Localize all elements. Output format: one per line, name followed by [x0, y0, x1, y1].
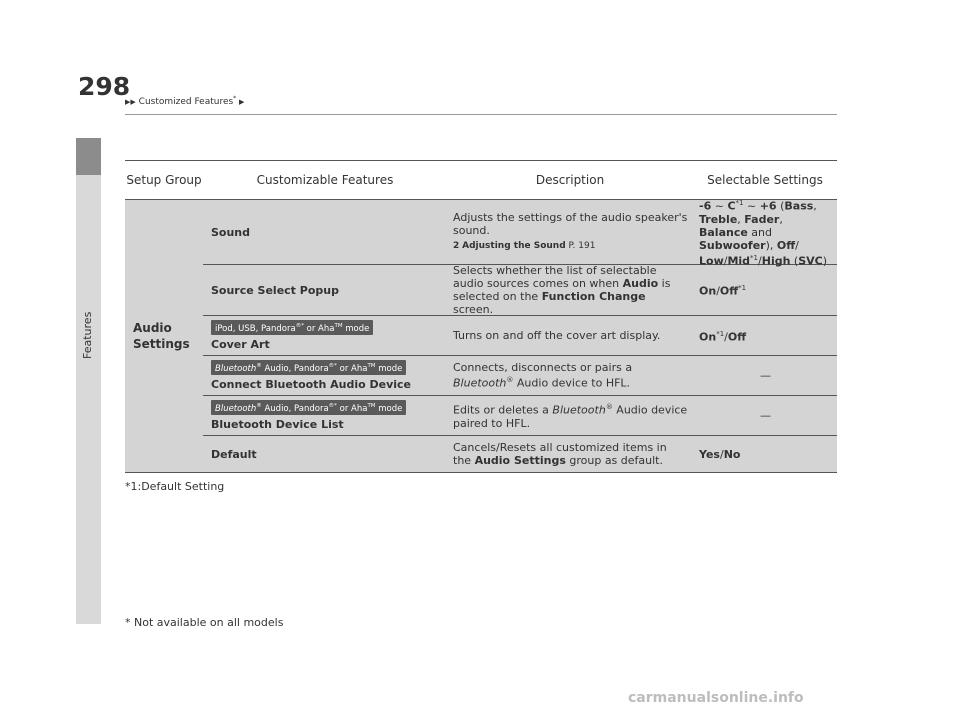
desc-part: Edits or deletes a — [453, 403, 553, 417]
breadcrumb-star: * — [233, 95, 237, 102]
table-row-source-select-popup — [203, 264, 837, 315]
tag-text: or Aha — [303, 323, 335, 334]
setting-sep: / — [723, 254, 728, 268]
setting-sep: and — [747, 225, 773, 239]
setting-value: Off — [776, 238, 796, 252]
header-setup-group: Setup Group — [126, 173, 202, 187]
settings-text: — — [760, 409, 771, 422]
breadcrumb-title[interactable]: Customized Features — [138, 97, 234, 107]
tag-text: mode — [375, 403, 403, 414]
setting-sep: ), — [765, 238, 777, 252]
table-row-default — [203, 435, 837, 472]
setting-value: Off — [727, 330, 747, 344]
availability-note: * Not available on all models — [125, 616, 284, 629]
table-row-bluetooth-device-list — [203, 395, 837, 435]
xref-page: P. 191 — [568, 241, 596, 251]
setting-value: Off — [719, 284, 739, 298]
feature-name: Sound — [211, 225, 251, 239]
description-text — [453, 361, 688, 390]
tag-reg: ® — [328, 403, 335, 410]
desc-part: Connects, disconnects or pairs a — [453, 361, 633, 375]
setting-value: On — [699, 284, 717, 298]
reference-arrow-icon: 2 — [453, 241, 460, 251]
settings-cell — [693, 356, 837, 395]
default-marker: *1 — [716, 329, 725, 338]
tag-text: iPod, USB, Pandora — [215, 323, 296, 334]
table-rows — [203, 200, 837, 472]
tag-star: * — [334, 403, 337, 410]
settings-text: — — [760, 369, 771, 382]
sidebar-tab-marker — [76, 138, 101, 175]
tag-text: or Aha — [336, 363, 368, 374]
description-cell — [447, 265, 693, 315]
table-row-cover-art — [203, 315, 837, 355]
setting-sep: ( — [790, 254, 799, 268]
cross-reference-link[interactable] — [453, 240, 688, 253]
setting-sep: , — [779, 212, 783, 226]
setting-value: Balance — [699, 225, 748, 239]
description-text — [453, 401, 688, 430]
description-cell — [447, 436, 693, 472]
breadcrumb-end-arrow: ▶ — [239, 98, 245, 106]
tag-text: or Aha — [336, 403, 368, 414]
tag-reg: ® — [256, 363, 262, 370]
tag-text: Bluetooth — [215, 403, 257, 414]
table-row-connect-bluetooth — [203, 355, 837, 395]
feature-cell — [203, 316, 447, 355]
mode-tag — [211, 360, 406, 375]
setting-sep: ) — [822, 254, 828, 268]
setting-sep: ~ — [711, 199, 728, 213]
desc-part: Cancels/Resets all customized items in the — [453, 441, 667, 467]
tag-reg: ® — [256, 403, 262, 410]
feature-cell — [203, 436, 447, 472]
settings-text — [699, 328, 832, 344]
setting-value: On — [699, 330, 717, 344]
page-number: 298 — [78, 72, 131, 101]
setting-sep: / — [724, 330, 728, 344]
table-header — [125, 160, 837, 199]
tag-star: * — [301, 323, 304, 330]
setting-value: No — [723, 447, 741, 461]
setting-sep: / — [719, 447, 724, 461]
tag-reg: ® — [295, 323, 302, 330]
desc-reg: ® — [506, 376, 514, 385]
settings-text — [699, 197, 832, 267]
tag-tm: TM — [367, 363, 376, 370]
tag-star: * — [334, 363, 337, 370]
setting-sep: , — [737, 212, 745, 226]
description-cell — [447, 356, 693, 395]
tag-tm: TM — [367, 403, 376, 410]
description-text: Adjusts the settings of the audio speaker's sound. — [453, 211, 688, 237]
feature-name: Connect Bluetooth Audio Device — [211, 377, 411, 391]
feature-name: Bluetooth Device List — [211, 417, 344, 431]
desc-part: screen. — [453, 303, 494, 316]
description-cell — [447, 200, 693, 264]
header-description: Description — [535, 173, 605, 187]
group-cell: Audio Settings — [133, 321, 190, 351]
description-text: Turns on and off the cover art display. — [453, 329, 661, 342]
setting-value: High — [761, 254, 791, 268]
desc-part: group as default. — [565, 454, 663, 467]
setting-value: C — [727, 199, 736, 213]
setting-value: Bass — [784, 199, 814, 213]
tag-tm: TM — [334, 323, 343, 330]
settings-cell — [693, 396, 837, 435]
setting-value: Yes — [699, 447, 720, 461]
feature-cell — [203, 396, 447, 435]
desc-italic: Bluetooth — [552, 403, 606, 417]
settings-cell — [693, 316, 837, 355]
tag-text: mode — [342, 323, 370, 334]
tag-text: Bluetooth — [215, 363, 257, 374]
setting-value: Low — [699, 254, 724, 268]
setting-value: Treble — [699, 212, 738, 226]
setting-sep: , — [813, 199, 817, 213]
desc-bold: Audio Settings — [474, 454, 566, 467]
settings-table — [125, 160, 837, 473]
setting-sep: / — [795, 238, 799, 252]
desc-reg: ® — [605, 403, 613, 412]
tag-reg: ® — [328, 363, 335, 370]
settings-text — [699, 448, 832, 461]
feature-name: Cover Art — [211, 337, 270, 351]
desc-part: is selected on the — [453, 277, 671, 303]
desc-part: Audio device paired to HFL. — [453, 403, 688, 430]
description-text — [453, 264, 688, 316]
settings-cell — [693, 265, 837, 315]
settings-text — [699, 282, 832, 298]
settings-cell — [693, 436, 837, 472]
tag-text: Audio, Pandora — [261, 403, 329, 414]
default-marker: *1 — [738, 284, 747, 293]
mode-tag — [211, 400, 406, 415]
setting-value: +6 — [759, 199, 777, 213]
header-selectable-settings: Selectable Settings — [707, 173, 823, 187]
feature-cell — [203, 265, 447, 315]
breadcrumb-arrows: ▶▶ — [125, 98, 136, 106]
description-cell — [447, 316, 693, 355]
setting-sep: ~ — [743, 199, 760, 213]
desc-bold: Audio — [622, 277, 659, 290]
feature-cell — [203, 200, 447, 264]
default-marker: *1 — [750, 253, 759, 262]
setting-value: Subwoofer — [699, 238, 766, 252]
desc-part: Audio device to HFL. — [513, 376, 631, 390]
feature-name: Source Select Popup — [211, 283, 339, 297]
table-body — [125, 199, 837, 473]
setting-sep: / — [758, 254, 762, 268]
description-cell — [447, 396, 693, 435]
feature-cell — [203, 356, 447, 395]
setting-value: SVC — [798, 254, 823, 268]
setting-value: Fader — [744, 212, 780, 226]
setting-value: Mid — [727, 254, 751, 268]
tag-text: Audio, Pandora — [261, 363, 329, 374]
description-text — [453, 441, 688, 467]
setting-value: -6 — [699, 199, 712, 213]
desc-bold: Function Change — [541, 290, 646, 303]
header-rule — [125, 114, 837, 115]
desc-italic: Bluetooth — [453, 376, 507, 390]
tag-text: mode — [375, 363, 403, 374]
default-setting-footnote: *1:Default Setting — [125, 480, 225, 493]
table-row-sound — [203, 198, 837, 268]
xref-title: Adjusting the Sound — [462, 241, 566, 251]
watermark: carmanualsonline.info — [628, 690, 804, 706]
sidebar-section-label: Features — [81, 311, 94, 359]
mode-tag — [211, 320, 373, 335]
desc-part: Selects whether the list of selectable audio sources comes on when — [453, 264, 657, 290]
breadcrumb[interactable] — [125, 95, 244, 107]
settings-cell — [693, 198, 837, 268]
setting-sep: / — [716, 284, 720, 298]
setting-sep: ( — [776, 199, 785, 213]
feature-name: Default — [211, 447, 257, 461]
default-marker: *1 — [735, 198, 744, 207]
header-customizable-features: Customizable Features — [256, 173, 394, 187]
